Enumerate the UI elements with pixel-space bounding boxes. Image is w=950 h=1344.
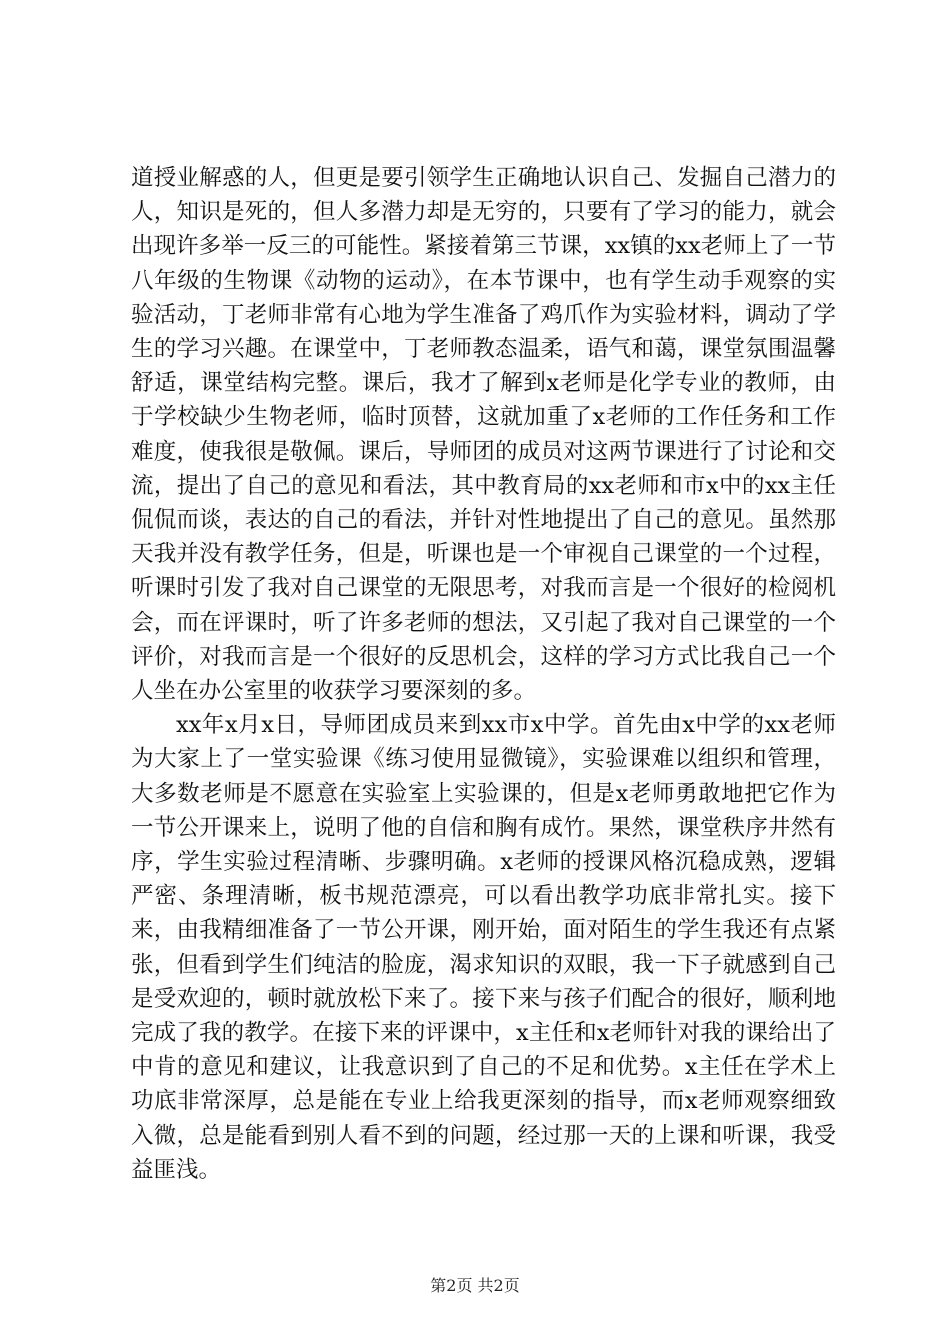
paragraph-1: 道授业解惑的人，但更是要引领学生正确地认识自己、发掘自己潜力的人，知识是死的，但人多潜力却是无穷的，只要有了学习的能力，就会出现许多举一反三的可能性。紧接着第三节课，xx镇的xx老师上了一节八年级的生物课《动物的运动》，在本节课中，也有学生动手观察的实验活动，丁老师非常有心地为学生准备了鸡爪作为实验材料，调动了学生的学习兴趣。在课堂中，丁老师教态温柔，语气和蔼，课堂氛围温馨舒适，课堂结构完整。课后，我才了解到x老师是化学专业的教师，由于学校缺少生物老师，临时顶替，这就加重了x老师的工作任务和工作难度，使我很是敬佩。课后，导师团的成员对这两节课进行了讨论和交流，提出了自己的意见和看法，其中教育局的xx老师和市x中的xx主任侃侃而谈，表达的自己的看法，并针对性地提出了自己的意见。虽然那天我并没有教学任务，但是，听课也是一个审视自己课堂的一个过程，听课时引发了我对自己课堂的无限思考，对我而言是一个很好的检阅机会，而在评课时，听了许多老师的想法，又引起了我对自己课堂的一个评价，对我而言是一个很好的反思机会，这样的学习方式比我自己一个人坐在办公室里的收获学习要深刻的多。	[131, 165, 836, 705]
paragraph-2: xx年x月x日，导师团成员来到xx市x中学。首先由x中学的xx老师为大家上了一堂实验课《练习使用显微镜》，实验课难以组织和管理，大多数老师是不愿意在实验室上实验课的，但是x老师勇敢地把它作为一节公开课来上，说明了他的自信和胸有成竹。果然，课堂秩序井然有序，学生实验过程清晰、步骤明确。x老师的授课风格沉稳成熟，逻辑严密、条理清晰，板书规范漂亮，可以看出教学功底非常扎实。接下来，由我精细准备了一节公开课，刚开始，面对陌生的学生我还有点紧张，但看到学生们纯洁的脸庞，渴求知识的双眼，我一下子就感到自己是受欢迎的，顿时就放松下来了。接下来与孩子们配合的很好，顺利地完成了我的教学。在接下来的评课中，x主任和x老师针对我的课给出了中肯的意见和建议，让我意识到了自己的不足和优势。x主任在学术上功底非常深厚，总是能在专业上给我更深刻的指导，而x老师观察细致入微，总是能看到别人看不到的问题，经过那一天的上课和听课，我受益匪浅。	[131, 712, 836, 1183]
page-number: 第2页 共2页	[430, 1276, 520, 1295]
page-footer	[0, 1273, 950, 1296]
document-body	[131, 161, 836, 1187]
